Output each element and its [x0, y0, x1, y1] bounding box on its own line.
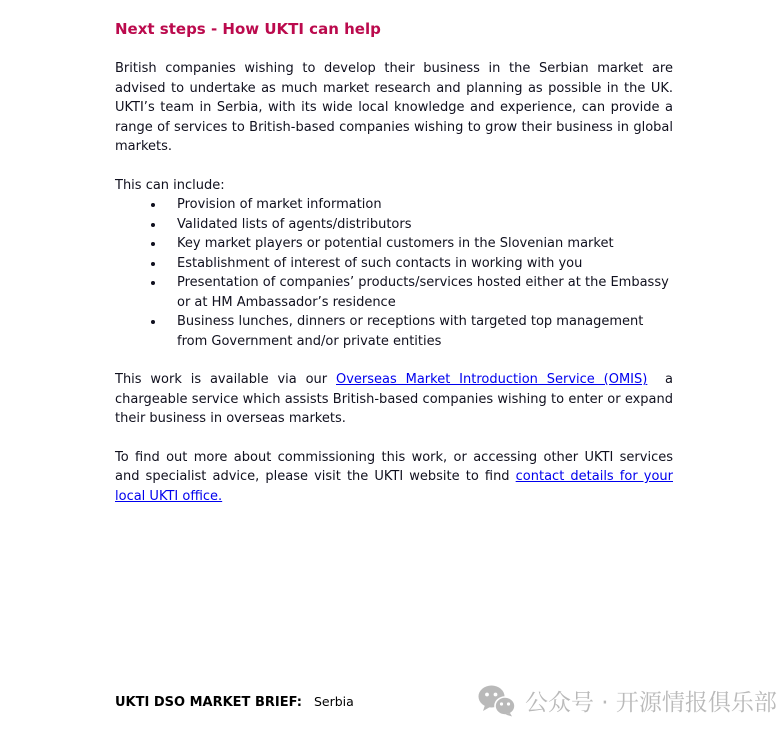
- find-out-paragraph: [115, 448, 673, 507]
- footer-brief-label: UKTI DSO MARKET BRIEF:: [115, 695, 302, 710]
- local-ukti-office-link[interactable]: contact details for your local UKTI office.: [115, 469, 673, 504]
- omis-paragraph-after: a chargeable service which assists British-based companies wishing to enter or expand their business in overseas markets.: [115, 372, 673, 426]
- wechat-icon: [478, 685, 516, 717]
- watermark: [478, 684, 777, 717]
- list-item: • Provision of market information: [165, 195, 673, 215]
- services-bullet-list: [115, 195, 673, 351]
- list-item: • Presentation of companies’ products/services hosted either at the Embassy or at HM Ambassador’s residence: [165, 273, 673, 312]
- intro-paragraph: British companies wishing to develop their business in the Serbian market are advised to undertake as much market research and planning as possible in the UK. UKTI’s team in Serbia, with its wide local knowledge and experience, can provide a range of services to British-based companies wishing to grow their business in global markets.: [115, 61, 673, 154]
- include-intro-line: This can include:: [115, 177, 225, 193]
- footer-country-value: Serbia: [313, 694, 354, 709]
- list-item: • Validated lists of agents/distributors: [165, 215, 673, 235]
- watermark-text: 公众号 · 开源情报俱乐部: [525, 690, 777, 716]
- list-item: • Establishment of interest of such contacts in working with you: [165, 254, 673, 274]
- find-out-paragraph-before: To find out more about commissioning this work, or accessing other UKTI services and specialist advice, please visit the UKTI website to find: [115, 449, 673, 484]
- list-item: • Business lunches, dinners or receptions with targeted top management from Government and/or private entities: [165, 312, 673, 351]
- omis-paragraph-before: This work is available via our: [115, 372, 336, 387]
- list-item: • Key market players or potential customers in the Slovenian market: [165, 234, 673, 254]
- section-heading: Next steps - How UKTI can help: [115, 20, 381, 38]
- page-footer: [115, 694, 354, 710]
- omis-paragraph: [115, 370, 673, 429]
- document-page: [115, 20, 673, 525]
- omis-service-link[interactable]: Overseas Market Introduction Service (OMIS): [336, 372, 648, 387]
